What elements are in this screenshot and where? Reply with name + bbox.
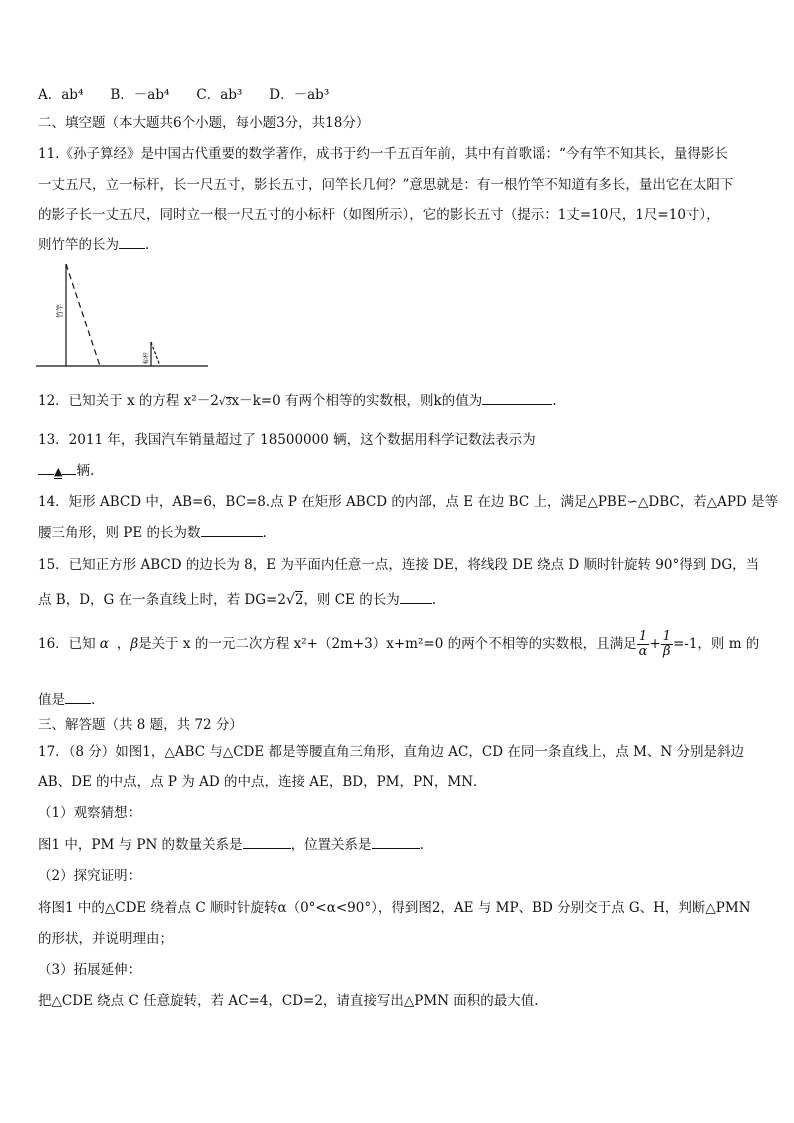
answer-blank xyxy=(65,691,91,704)
marker-shadow-ray xyxy=(151,342,160,366)
sqrt-symbol: √ xyxy=(218,395,226,408)
q14-suffix: . xyxy=(262,525,267,541)
q12-part-c: . xyxy=(552,393,557,409)
q16-suffix: . xyxy=(91,692,96,708)
choices-line: A．ab⁴ B．－ab⁴ C．ab³ D．－ab³ xyxy=(38,87,330,103)
answer-blank xyxy=(243,836,291,849)
q16-part-b: ， xyxy=(116,636,131,652)
pole-label: 竹竿 xyxy=(56,304,64,318)
q17-part3-line-1: 把△CDE 绕点 C 任意旋转，若 AC=4，CD=2，请直接写出△PMN 面积的最大值. xyxy=(38,993,539,1009)
q17-line-1: 17．（8 分）如图1，△ABC 与△CDE 都是等腰直角三角形，直角边 AC，CD 在同一条直线上，点 M、N 分别是斜边 xyxy=(38,744,745,760)
q11-line-1: 11.《孙子算经》是中国古代重要的数学著作，成书于约一千五百年前，其中有首歌谣：“今有竿不知其长，量得影长 xyxy=(38,146,728,162)
q17-p1-b: ，位置关系是 xyxy=(290,837,372,853)
q11-prefix: 则竹竿的长为 xyxy=(38,237,119,253)
q16-line-2 xyxy=(38,688,95,708)
section2-title: 二、填空题（本大题共6个小题，每小题3分，共18分） xyxy=(38,115,370,131)
pole-shadow-figure xyxy=(36,258,216,378)
q11-line-4 xyxy=(38,233,149,253)
q16-part-c: 是关于 x 的一元二次方程 x²+（2m+3）x+m²=0 的两个不相等的实数根，且满足 xyxy=(138,636,637,652)
q16-prefix: 值是 xyxy=(38,692,65,708)
section3-title: 三、解答题（共 8 题，共 72 分） xyxy=(38,717,243,733)
sqrt-symbol: √ xyxy=(285,592,295,608)
q17-part1-line xyxy=(38,833,424,853)
q17-line-2: AB、DE 的中点，点 P 为 AD 的中点，连接 AE，BD，PM，PN，MN． xyxy=(38,774,487,790)
plus-sign: + xyxy=(649,636,661,652)
q11-suffix: . xyxy=(145,237,150,253)
answer-blank xyxy=(201,524,263,537)
sqrt-radicand: 3 xyxy=(225,398,232,408)
q16-part-a: 16．已知 xyxy=(38,636,96,652)
answer-blank xyxy=(400,591,432,604)
fraction-one-over-alpha: $\frac{1}{\alpha}$ xyxy=(638,629,648,659)
pole-shadow-ray xyxy=(66,264,100,366)
answer-blank xyxy=(62,462,76,475)
q12-line xyxy=(38,389,557,409)
q17-part1-title: （1）观察猜想： xyxy=(38,805,142,821)
q13-line-2 xyxy=(38,459,94,479)
answer-blank xyxy=(119,236,145,249)
q12-part-a: 12．已知关于 x 的方程 x²－2 xyxy=(38,393,219,409)
q17-p1-a: 图1 中，PM 与 PN 的数量关系是 xyxy=(38,837,243,853)
q14-line-1: 14．矩形 ABCD 中，AB=6，BC=8.点 P 在矩形 ABCD 的内部，点 E 在边 BC 上，满足△PBE∽△DBC，若△APD 是等 xyxy=(38,494,779,510)
q15-prefix: 点 B，D，G 在一条直线上时，若 DG=2 xyxy=(38,592,286,608)
q12-part-b: x－k=0 有两个相等的实数根，则k的值为 xyxy=(231,393,483,409)
sqrt-radicand: 2 xyxy=(294,592,304,608)
q14-prefix: 腰三角形，则 PE 的长为数 xyxy=(38,525,201,541)
q15-line-2 xyxy=(38,588,436,608)
q17-part2-line-1: 将图1 中的△CDE 绕着点 C 顺时针旋转α（0°<α<90°），得到图2，AE 与 MP、BD 分别交于点 G、H，判断△PMN xyxy=(38,900,751,916)
q13-line-1: 13．2011 年，我国汽车销量超过了 18500000 辆，这个数据用科学记数法表示为 xyxy=(38,432,536,448)
q14-line-2 xyxy=(38,521,267,541)
answer-blank xyxy=(482,392,552,405)
q11-line-3: 的影子长一丈五尺，同时立一根一尺五寸的小标杆（如图所示），它的影长五寸（提示：1丈=10尺，1尺=10寸）， xyxy=(38,207,720,223)
answer-blank xyxy=(38,462,54,475)
q17-part3-title: （3）拓展延伸： xyxy=(38,962,142,978)
q17-part2-title: （2）探究证明： xyxy=(38,868,142,884)
q17-p1-c: . xyxy=(419,837,424,853)
q13-suffix: 辆. xyxy=(76,463,95,479)
alpha-symbol: α xyxy=(99,636,109,652)
marker-label: 标杆 xyxy=(143,351,150,364)
q15-suffix: . xyxy=(431,592,437,608)
q15-middle: ，则 CE 的长为 xyxy=(303,592,400,608)
fraction-one-over-beta: $\frac{1}{\beta}$ xyxy=(662,629,671,659)
q11-line-2: 一丈五尺，立一标杆，长一尺五寸，影长五寸，问竿长几何？”意思就是：有一根竹竿不知道有多长，量出它在太阳下 xyxy=(38,177,734,193)
q16-part-d: =-1，则 m 的 xyxy=(672,636,760,652)
beta-symbol: β xyxy=(130,636,139,652)
triangle-marker: ▲ xyxy=(54,465,63,478)
q15-line-1: 15．已知正方形 ABCD 的边长为 8，E 为平面内任意一点，连接 DE，将线段 DE 绕点 D 顺时针旋转 90°得到 DG，当 xyxy=(38,557,760,573)
q16-line-1 xyxy=(38,630,759,659)
answer-blank xyxy=(372,836,420,849)
q17-part2-line-2: 的形状，并说明理由； xyxy=(38,931,173,947)
